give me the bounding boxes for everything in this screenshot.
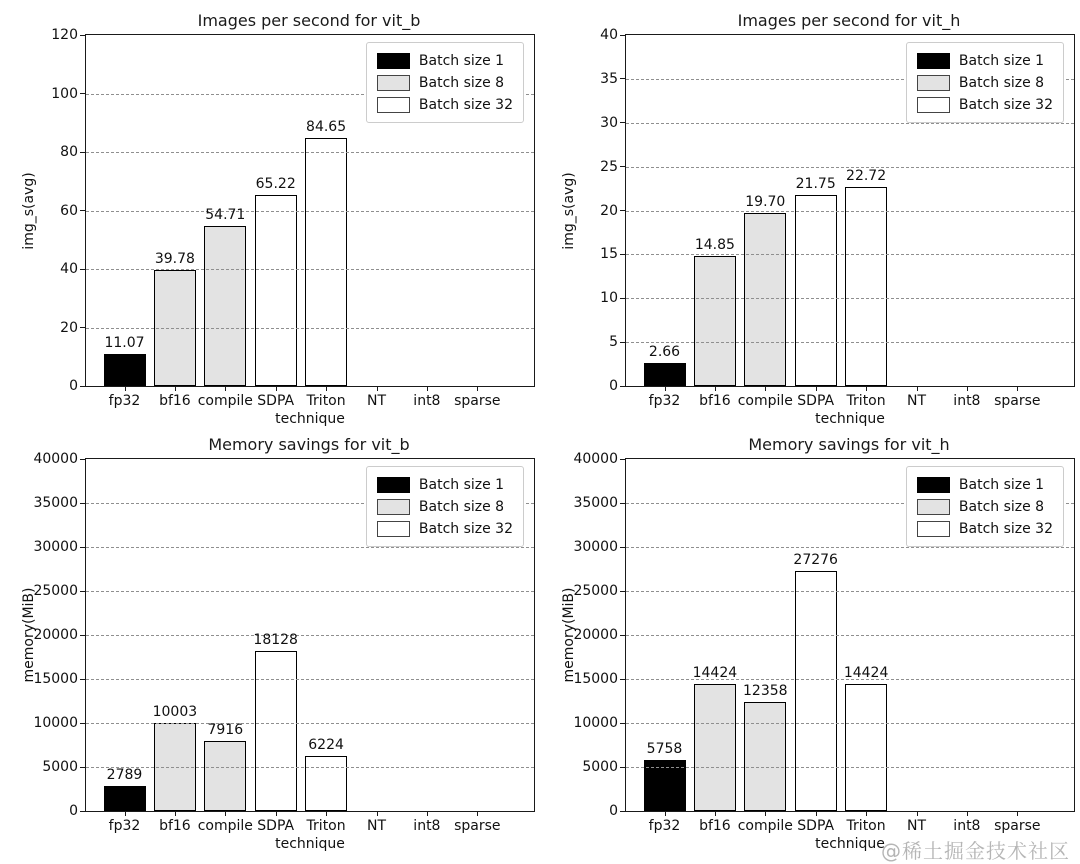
y-tick-label: 35000 (33, 495, 78, 511)
x-tick-label-NT: NT (366, 393, 387, 409)
bar-compile (744, 213, 786, 386)
bar-Triton (845, 187, 887, 386)
x-tick-label-Triton: Triton (846, 818, 886, 834)
x-tick-label-SDPA: SDPA (257, 818, 295, 834)
x-tick-label-SDPA: SDPA (257, 393, 295, 409)
legend-swatch-batch-32 (917, 97, 950, 113)
legend-swatch-batch-32 (377, 521, 410, 537)
y-tick-mark (80, 269, 85, 270)
bar-value-label: 19.70 (745, 194, 786, 211)
x-tick-mark (866, 811, 867, 816)
x-tick-mark (276, 811, 277, 816)
y-tick-mark (620, 342, 625, 343)
legend-swatch-batch-8 (917, 499, 950, 515)
grid-line (86, 211, 534, 212)
legend-label: Batch size 1 (958, 476, 1045, 493)
x-tick-label-SDPA: SDPA (797, 393, 835, 409)
bar-SDPA (255, 195, 297, 386)
x-tick-label-int8: int8 (413, 818, 441, 834)
bar-Triton (305, 138, 347, 386)
x-tick-mark (427, 386, 428, 391)
x-tick-mark (276, 386, 277, 391)
y-tick-mark (620, 78, 625, 79)
legend-row (377, 73, 513, 92)
bar-value-label: 21.75 (795, 176, 836, 193)
y-tick-label: 15 (600, 246, 618, 263)
legend-swatch-batch-32 (917, 521, 950, 537)
x-tick-mark (477, 811, 478, 816)
bar-value-label: 14.85 (694, 236, 735, 253)
grid-line (86, 767, 534, 768)
legend-row (917, 95, 1053, 114)
bar-value-label: 2789 (106, 767, 143, 784)
x-tick-mark (967, 386, 968, 391)
legend (906, 466, 1064, 547)
plot-area (561, 27, 1075, 427)
x-tick-label-Triton: Triton (306, 393, 346, 409)
y-tick-label: 35000 (573, 495, 618, 511)
x-tick-label-sparse: sparse (994, 818, 1041, 834)
y-tick-label: 10000 (33, 715, 78, 731)
legend-label: Batch size 1 (418, 52, 505, 69)
y-tick-mark (620, 254, 625, 255)
legend-row (377, 519, 513, 538)
x-axis-label: technique (275, 836, 345, 852)
x-tick-label-fp32: fp32 (648, 818, 681, 834)
subplot-1 (0, 0, 540, 432)
legend-row (377, 475, 513, 494)
y-tick-mark (80, 327, 85, 328)
y-axis-label: img_s(avg) (561, 171, 577, 250)
y-tick-mark (620, 547, 625, 548)
bar-value-label: 39.78 (154, 250, 195, 267)
bar-value-label: 11.07 (104, 334, 145, 351)
bar-value-label: 5758 (646, 741, 683, 758)
x-tick-label-int8: int8 (413, 393, 441, 409)
y-tick-mark (620, 298, 625, 299)
y-tick-label: 20000 (573, 627, 618, 643)
legend-row (917, 73, 1053, 92)
y-tick-mark (80, 93, 85, 94)
legend-row (917, 519, 1053, 538)
legend-label: Batch size 32 (418, 96, 513, 113)
legend-swatch-batch-32 (377, 97, 410, 113)
x-tick-label-compile: compile (197, 393, 253, 409)
legend-swatch-batch-1 (377, 53, 410, 69)
x-tick-label-NT: NT (366, 818, 387, 834)
x-tick-mark (225, 386, 226, 391)
x-tick-label-sparse: sparse (994, 393, 1041, 409)
grid-line (626, 254, 1074, 255)
y-tick-label: 15000 (573, 671, 618, 687)
x-tick-label-int8: int8 (953, 818, 981, 834)
legend-swatch-batch-8 (377, 75, 410, 91)
grid-line (626, 723, 1074, 724)
x-tick-label-compile: compile (197, 818, 253, 834)
y-tick-label: 0 (609, 378, 618, 394)
y-axis-label: memory(MiB) (21, 587, 37, 683)
y-tick-label: 5000 (582, 759, 618, 775)
y-tick-label: 25 (600, 158, 618, 175)
x-tick-mark (665, 811, 666, 816)
y-tick-mark (620, 767, 625, 768)
grid-line (86, 591, 534, 592)
y-tick-label: 20 (600, 202, 618, 219)
y-tick-mark (620, 591, 625, 592)
y-tick-mark (80, 723, 85, 724)
x-tick-mark (1017, 811, 1018, 816)
x-tick-mark (175, 811, 176, 816)
y-tick-label: 0 (69, 803, 78, 819)
x-tick-mark (1017, 386, 1018, 391)
x-tick-label-bf16: bf16 (159, 393, 191, 409)
y-axis-label: memory(MiB) (561, 587, 577, 683)
bar-value-label: 22.72 (846, 167, 887, 184)
x-tick-label-bf16: bf16 (699, 393, 731, 409)
y-tick-mark (620, 635, 625, 636)
y-tick-label: 0 (609, 803, 618, 819)
x-tick-mark (377, 811, 378, 816)
y-tick-label: 40000 (573, 451, 618, 467)
legend-label: Batch size 8 (958, 74, 1045, 91)
x-tick-label-bf16: bf16 (699, 818, 731, 834)
y-tick-mark (80, 386, 85, 387)
grid-line (86, 269, 534, 270)
x-tick-label-SDPA: SDPA (797, 818, 835, 834)
legend-label: Batch size 32 (958, 520, 1053, 537)
bar-value-label: 18128 (253, 632, 298, 649)
y-tick-label: 5000 (42, 759, 78, 775)
x-tick-mark (715, 386, 716, 391)
legend-label: Batch size 8 (958, 498, 1045, 515)
x-tick-mark (125, 811, 126, 816)
bar-compile (204, 226, 246, 386)
chart-title: Images per second for vit_h (737, 11, 961, 30)
bar-fp32 (104, 786, 146, 811)
x-tick-label-compile: compile (737, 393, 793, 409)
y-tick-label: 100 (51, 85, 78, 102)
x-tick-label-bf16: bf16 (159, 818, 191, 834)
grid-line (626, 767, 1074, 768)
y-tick-mark (80, 767, 85, 768)
legend-swatch-batch-8 (377, 499, 410, 515)
bar-fp32 (104, 354, 146, 386)
y-tick-label: 15000 (33, 671, 78, 687)
subplot-3 (0, 432, 540, 864)
bar-bf16 (694, 256, 736, 386)
bar-value-label: 65.22 (255, 176, 296, 193)
x-tick-mark (917, 386, 918, 391)
y-tick-label: 30000 (573, 539, 618, 555)
grid-line (86, 723, 534, 724)
x-tick-mark (765, 811, 766, 816)
legend-label: Batch size 32 (958, 96, 1053, 113)
y-tick-mark (80, 591, 85, 592)
legend (366, 42, 524, 123)
x-tick-label-compile: compile (737, 818, 793, 834)
x-tick-label-NT: NT (906, 818, 927, 834)
y-tick-label: 25000 (573, 583, 618, 599)
bar-fp32 (644, 363, 686, 386)
y-tick-mark (80, 679, 85, 680)
y-tick-mark (80, 635, 85, 636)
y-tick-mark (80, 547, 85, 548)
y-tick-mark (620, 723, 625, 724)
bar-SDPA (255, 651, 297, 811)
bar-compile (744, 702, 786, 811)
legend-swatch-batch-1 (917, 53, 950, 69)
x-tick-mark (765, 386, 766, 391)
legend (906, 42, 1064, 123)
y-tick-label: 5 (609, 334, 618, 351)
subplot-4 (540, 432, 1080, 864)
bar-value-label: 14424 (843, 665, 889, 682)
bar-Triton (845, 684, 887, 811)
x-tick-mark (816, 386, 817, 391)
legend-row (917, 497, 1053, 516)
legend (366, 466, 524, 547)
legend-swatch-batch-1 (917, 477, 950, 493)
x-tick-label-NT: NT (906, 393, 927, 409)
x-axis-label: technique (815, 836, 885, 852)
grid-line (86, 328, 534, 329)
bar-Triton (305, 756, 347, 811)
y-tick-label: 80 (60, 144, 78, 160)
y-axis-label: img_s(avg) (21, 171, 37, 250)
y-tick-mark (80, 210, 85, 211)
legend-swatch-batch-8 (917, 75, 950, 91)
y-tick-label: 40 (600, 27, 618, 43)
bar-value-label: 12358 (743, 683, 788, 700)
y-tick-mark (80, 811, 85, 812)
y-tick-label: 20000 (33, 627, 78, 643)
subplot-2 (540, 0, 1080, 432)
y-tick-mark (620, 166, 625, 167)
y-tick-mark (620, 811, 625, 812)
legend-label: Batch size 8 (418, 74, 505, 91)
legend-swatch-batch-1 (377, 477, 410, 493)
x-tick-mark (917, 811, 918, 816)
plot-area (21, 27, 535, 427)
plot-area (21, 451, 535, 852)
grid-line (626, 635, 1074, 636)
y-tick-mark (80, 459, 85, 460)
grid-line (626, 591, 1074, 592)
x-tick-label-fp32: fp32 (108, 393, 141, 409)
chart-title: Images per second for vit_b (197, 11, 421, 30)
x-tick-label-Triton: Triton (846, 393, 886, 409)
y-tick-mark (80, 503, 85, 504)
legend-row (377, 95, 513, 114)
bar-value-label: 14424 (692, 665, 738, 682)
y-tick-mark (620, 210, 625, 211)
x-tick-label-fp32: fp32 (648, 393, 681, 409)
x-axis-label: technique (275, 411, 345, 427)
grid-line (626, 211, 1074, 212)
y-tick-label: 40000 (33, 451, 78, 467)
x-tick-mark (866, 386, 867, 391)
bar-value-label: 2.66 (648, 343, 681, 360)
legend-row (917, 475, 1053, 494)
legend-label: Batch size 1 (418, 476, 505, 493)
y-tick-mark (620, 679, 625, 680)
y-tick-label: 60 (60, 202, 78, 219)
legend-label: Batch size 1 (958, 52, 1045, 69)
x-tick-mark (665, 386, 666, 391)
bar-value-label: 7916 (207, 722, 244, 739)
y-tick-mark (620, 122, 625, 123)
x-tick-label-int8: int8 (953, 393, 981, 409)
x-tick-mark (377, 386, 378, 391)
legend-label: Batch size 8 (418, 498, 505, 515)
y-tick-mark (620, 35, 625, 36)
y-tick-label: 10000 (573, 715, 618, 731)
x-tick-mark (816, 811, 817, 816)
grid-line (626, 547, 1074, 548)
x-tick-mark (427, 811, 428, 816)
grid-line (86, 679, 534, 680)
x-tick-mark (715, 811, 716, 816)
bar-compile (204, 741, 246, 811)
grid-line (86, 547, 534, 548)
bar-value-label: 84.65 (306, 119, 347, 136)
y-tick-label: 35 (600, 70, 618, 87)
y-tick-label: 10 (600, 290, 618, 307)
x-tick-label-Triton: Triton (306, 818, 346, 834)
y-tick-label: 30000 (33, 539, 78, 555)
bar-SDPA (795, 571, 837, 811)
y-tick-mark (80, 152, 85, 153)
y-tick-label: 0 (69, 378, 78, 394)
grid-line (626, 342, 1074, 343)
chart-title: Memory savings for vit_b (208, 435, 410, 454)
bar-value-label: 54.71 (205, 206, 246, 223)
grid-line (86, 635, 534, 636)
grid-line (626, 298, 1074, 299)
y-tick-label: 20 (60, 319, 78, 336)
y-tick-label: 120 (51, 27, 78, 43)
x-tick-mark (477, 386, 478, 391)
y-tick-mark (80, 35, 85, 36)
legend-row (377, 51, 513, 70)
legend-row (917, 51, 1053, 70)
x-tick-mark (225, 811, 226, 816)
y-tick-mark (620, 459, 625, 460)
legend-label: Batch size 32 (418, 520, 513, 537)
bar-SDPA (795, 195, 837, 386)
y-tick-label: 25000 (33, 583, 78, 599)
x-tick-mark (967, 811, 968, 816)
grid-line (86, 152, 534, 153)
bar-bf16 (694, 684, 736, 811)
y-tick-mark (620, 503, 625, 504)
watermark: @稀土掘金技术社区 (881, 839, 1070, 863)
x-tick-label-fp32: fp32 (108, 818, 141, 834)
y-tick-label: 30 (600, 114, 618, 131)
legend-row (377, 497, 513, 516)
x-tick-mark (326, 811, 327, 816)
x-axis-label: technique (815, 411, 885, 427)
x-tick-mark (326, 386, 327, 391)
bar-value-label: 10003 (152, 703, 198, 720)
bar-value-label: 6224 (308, 737, 344, 754)
y-tick-mark (620, 386, 625, 387)
chart-title: Memory savings for vit_h (748, 435, 950, 454)
y-tick-label: 40 (60, 261, 78, 277)
x-tick-label-sparse: sparse (454, 393, 501, 409)
x-tick-label-sparse: sparse (454, 818, 501, 834)
bar-value-label: 27276 (793, 551, 838, 568)
x-tick-mark (125, 386, 126, 391)
x-tick-mark (175, 386, 176, 391)
